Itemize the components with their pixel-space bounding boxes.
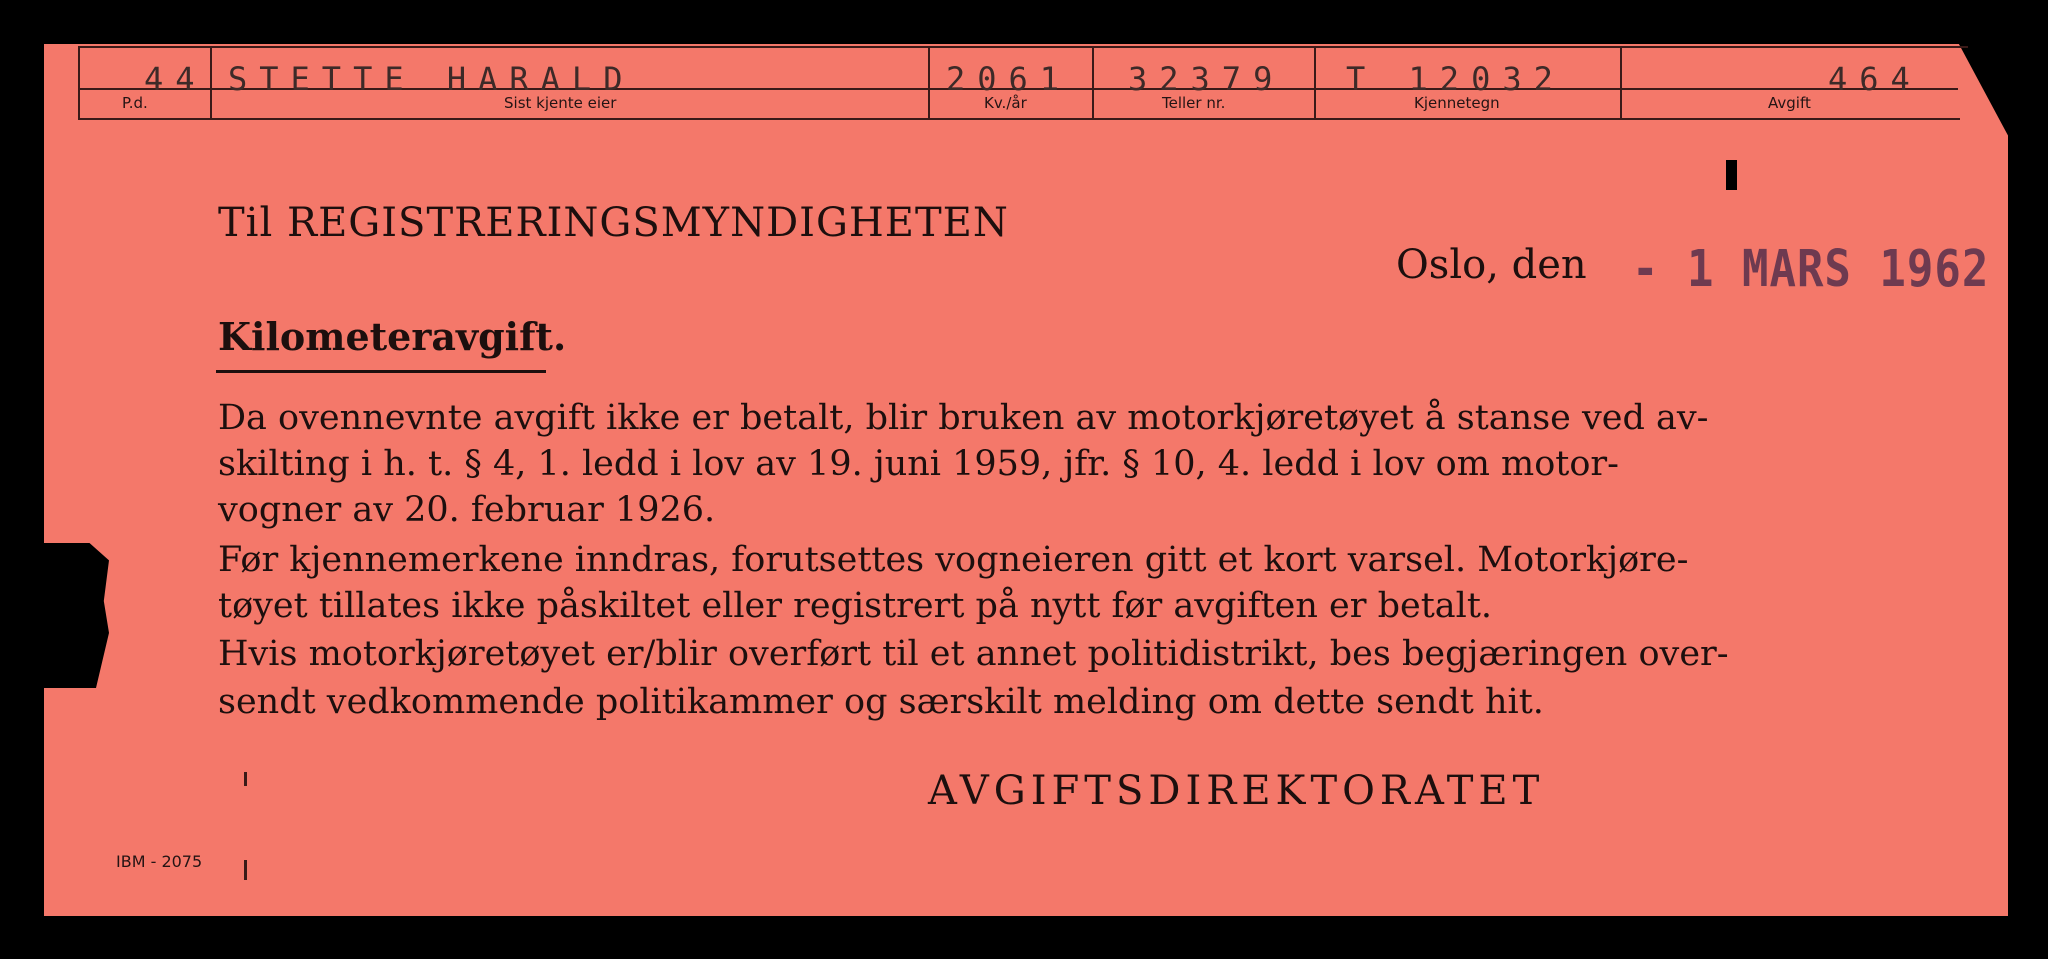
header-divider [928,46,930,120]
body-line: vogner av 20. februar 1926. [218,490,716,530]
body-line: Hvis motorkjøretøyet er/blir overført til et annet politidistrikt, bes begjæringen over- [218,634,1729,674]
date-stamp: - 1 MARS 1962 [1632,240,1990,299]
body-line: skilting i h. t. § 4, 1. ledd i lov av 19. juni 1959, jfr. § 10, 4. ledd i lov om motor- [218,444,1619,484]
owner-label: Sist kjente eier [504,94,617,112]
teller-label: Teller nr. [1162,94,1226,112]
pd-label: P.d. [122,94,148,112]
place-label: Oslo, den [1396,242,1587,288]
registration-mark [1726,160,1737,190]
addressee-line: Til REGISTRERINGSMYNDIGHETEN [218,200,1009,246]
header-top-rule [78,46,1968,48]
kvaar-value: 2061 [946,60,1072,98]
heading-underline [216,370,546,373]
body-line: Før kjennemerkene inndras, forutsettes vogneieren gitt et kort varsel. Motorkjøre- [218,540,1689,580]
avgift-value: 464 [1828,60,1922,98]
form-code: IBM - 2075 [116,852,203,871]
kvaar-label: Kv./år [984,94,1027,112]
kjennetegn-label: Kjennetegn [1414,94,1500,112]
punched-notch [44,543,109,688]
pd-value: 44 [144,60,207,98]
kjennetegn-value: T 12032 [1346,60,1565,98]
header-divider [210,46,212,120]
owner-value: STETTE HARALD [228,60,635,98]
header-divider [1314,46,1316,120]
body-line: tøyet tillates ikke påskiltet eller registrert på nytt før avgiften er betalt. [218,586,1493,626]
document-heading: Kilometeravgift. [218,314,567,359]
header-bottom-rule [78,118,1960,120]
header-divider [78,46,80,120]
margin-tick [244,860,247,880]
header-divider [1092,46,1094,120]
body-line: Da ovennevnte avgift ikke er betalt, blir bruken av motorkjøretøyet å stanse ved av- [218,398,1709,438]
header-divider [1620,46,1622,120]
margin-tick [244,772,247,786]
signature-line: AVGIFTSDIREKTORATET [928,768,1545,814]
body-line: sendt vedkommende politikammer og særskilt melding om dette sendt hit. [218,682,1544,722]
teller-value: 32379 [1128,60,1285,98]
avgift-label: Avgift [1768,94,1811,112]
